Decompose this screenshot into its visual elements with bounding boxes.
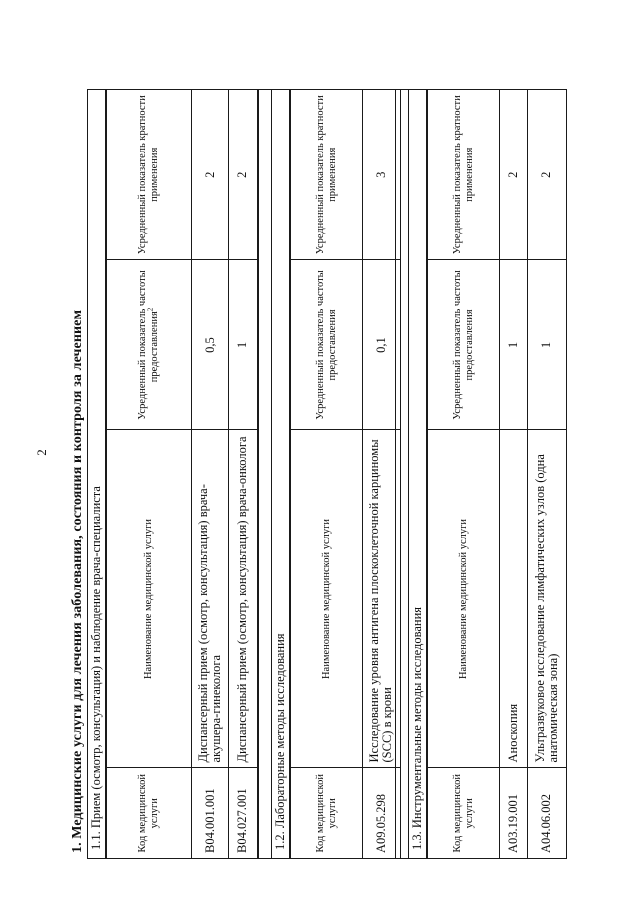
- service-multiplicity: 3: [363, 90, 400, 260]
- services-table: [106, 90, 257, 858]
- service-multiplicity: 2: [500, 90, 528, 260]
- table-row: [192, 90, 229, 858]
- service-code: A09.05.298: [363, 768, 400, 858]
- table-row: [229, 90, 257, 858]
- service-code: B04.027.001: [229, 768, 257, 858]
- document-title: 1. Медицинские услуги для лечения заболевания, состояния и контроля за лечением: [70, 309, 85, 853]
- service-code: A04.06.002: [528, 768, 566, 858]
- table-row: [528, 90, 566, 858]
- header-frequency: Усредненный показатель частоты предоставления: [291, 260, 363, 430]
- table-row: [500, 90, 528, 858]
- table-header-row: [291, 90, 363, 858]
- section-spacer: [396, 90, 409, 858]
- service-code: B04.001.001: [192, 768, 229, 858]
- header-name: Наименование медицинской услуги: [291, 430, 363, 768]
- service-name: Диспансерный прием (осмотр, консультация) врача-акушера-гинеколога: [192, 430, 229, 768]
- header-multiplicity: Усредненный показатель кратности применения: [428, 90, 500, 260]
- service-frequency: 1: [500, 260, 528, 430]
- service-name: Диспансерный прием (осмотр, консультация) врача-онколога: [229, 430, 257, 768]
- table-row: [363, 90, 400, 858]
- section-title: 1.1. Прием (осмотр, консультация) и наблюдение врача-специалиста: [88, 90, 106, 858]
- page-number: 2: [34, 449, 49, 456]
- services-table: [290, 90, 400, 858]
- service-multiplicity: 2: [528, 90, 566, 260]
- header-code: Код медицинской услуги: [107, 768, 192, 858]
- service-frequency: 1: [229, 260, 257, 430]
- service-name: Исследование уровня антигена плоскоклеточной карциномы (SCC) в крови: [363, 430, 400, 768]
- section-title: 1.3. Инструментальные методы исследования: [409, 90, 427, 858]
- header-frequency: Усредненный показатель частоты предоставления$^2$: [107, 260, 192, 430]
- header-name: Наименование медицинской услуги: [428, 430, 500, 768]
- service-multiplicity: 2: [192, 90, 229, 260]
- section-spacer: [259, 90, 272, 858]
- service-name: Ультразвуковое исследование лимфатических узлов (одна анатомическая зона): [528, 430, 566, 768]
- service-name: Аноскопия: [500, 430, 528, 768]
- section-consultations: [87, 89, 258, 859]
- header-frequency: Усредненный показатель частоты предоставления: [428, 260, 500, 430]
- service-multiplicity: 2: [229, 90, 257, 260]
- section-title: 1.2. Лабораторные методы исследования: [272, 90, 290, 858]
- table-header-row: [107, 90, 192, 858]
- header-multiplicity: Усредненный показатель кратности применения: [107, 90, 192, 260]
- table-header-row: [428, 90, 500, 858]
- header-code: Код медицинской услуги: [428, 768, 500, 858]
- header-code: Код медицинской услуги: [291, 768, 363, 858]
- header-multiplicity: Усредненный показатель кратности применения: [291, 90, 363, 260]
- section-laboratory: [258, 89, 401, 859]
- section-instrumental: [395, 89, 567, 859]
- service-frequency: 0,5: [192, 260, 229, 430]
- header-name: Наименование медицинской услуги: [107, 430, 192, 768]
- services-table: [427, 90, 566, 858]
- service-code: A03.19.001: [500, 768, 528, 858]
- service-frequency: 1: [528, 260, 566, 430]
- footnote-mark: 2: [146, 307, 155, 312]
- service-frequency: 0,1: [363, 260, 400, 430]
